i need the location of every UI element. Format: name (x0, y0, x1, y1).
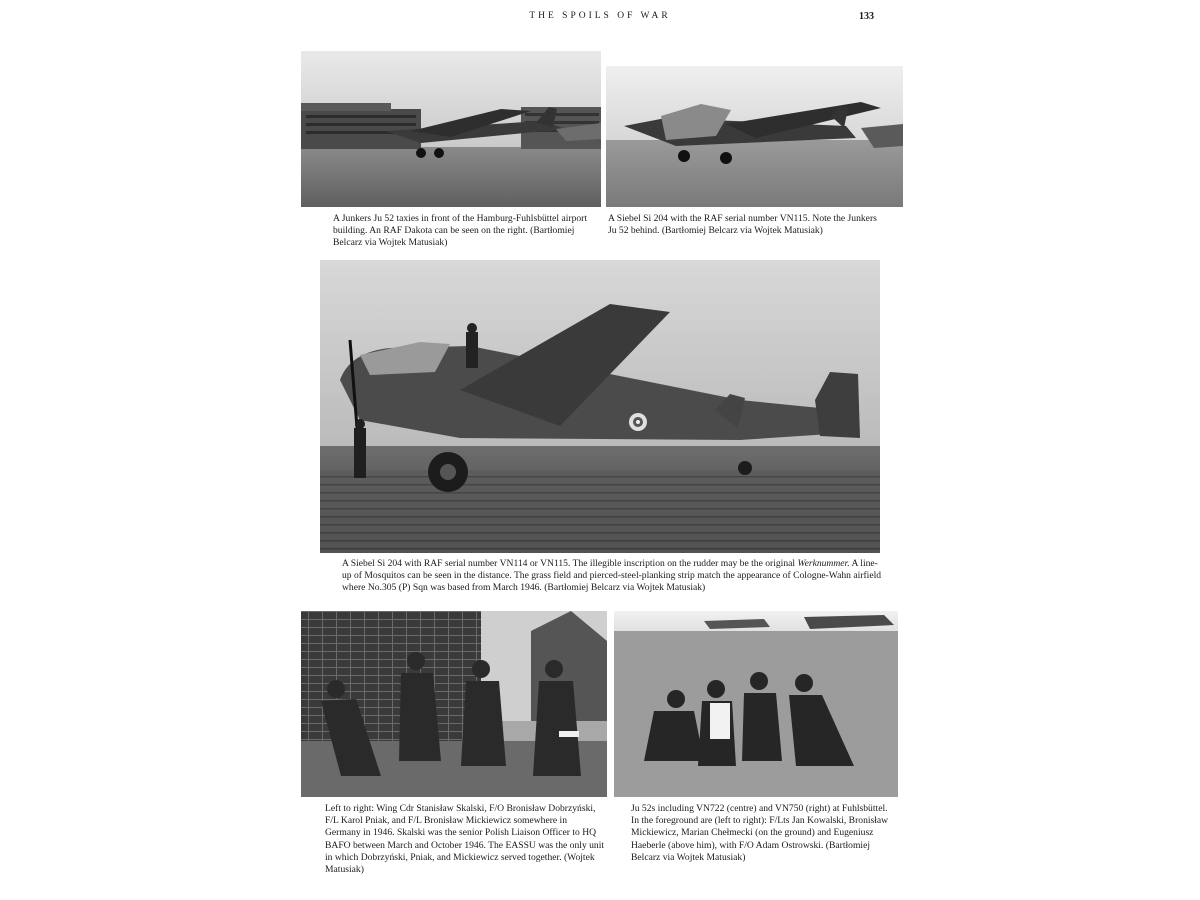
caption-photo-2: A Siebel Si 204 with the RAF serial number VN115. Note the Junkers Ju 52 behind. (Bartłomiej Belcarz via Wojtek Matusiak) (608, 213, 877, 237)
caption-photo-3-text-end: A line-up of Mosquitos can be seen in the distance. The grass field and pierced-steel-planking strip match the appearance of Cologne-Wahn airfield where No.305 (P) Sqn was based from March 1946. (Bartłomiej Belcarz via Wojtek Matusiak) (342, 558, 882, 594)
photo-si204-large (320, 260, 880, 553)
running-head: THE SPOILS OF WAR (529, 11, 671, 21)
photo-si204-vn115 (606, 66, 903, 207)
caption-photo-1: A Junkers Ju 52 taxies in front of the Hamburg-Fuhlsbüttel airport building. An RAF Dakota can be seen on the right. (Bartłomiej Belcarz via Wojtek Matusiak) (333, 213, 588, 249)
page-number: 133 (859, 11, 874, 22)
photo-airmen-ju52s (614, 611, 898, 797)
caption-photo-3-italic: Werknummer. (797, 558, 850, 569)
caption-photo-3-text-start: A Siebel Si 204 with RAF serial number VN114 or VN115. The illegible inscription on the rudder may be the original (342, 558, 798, 569)
caption-photo-4: Left to right: Wing Cdr Stanisław Skalski, F/O Bronisław Dobrzyński, F/L Karol Pniak, and F/L Bronisław Mickiewicz somewhere in Germany in 1946. Skalski was the senior Polish Liaison Officer to HQ BAFO between March and October 1946. The EASSU was the only unit in which Dobrzyński, Pniak, and Mickiewicz served together. (Wojtek Matusiak) (325, 803, 605, 876)
photo-ju52-airport (301, 51, 601, 207)
caption-photo-3 (342, 558, 882, 595)
caption-photo-5: Ju 52s including VN722 (centre) and VN750 (right) at Fuhlsbüttel. In the foreground are (left to right): F/Lts Jan Kowalski, Bronisław Mickiewicz, Marian Chełmecki (on the ground) and Eugeniusz Haeberle (above him), with F/O Adam Ostrowski. (Bartłomiej Belcarz via Wojtek Matusiak) (631, 803, 889, 863)
photo-officers-garden (301, 611, 607, 797)
